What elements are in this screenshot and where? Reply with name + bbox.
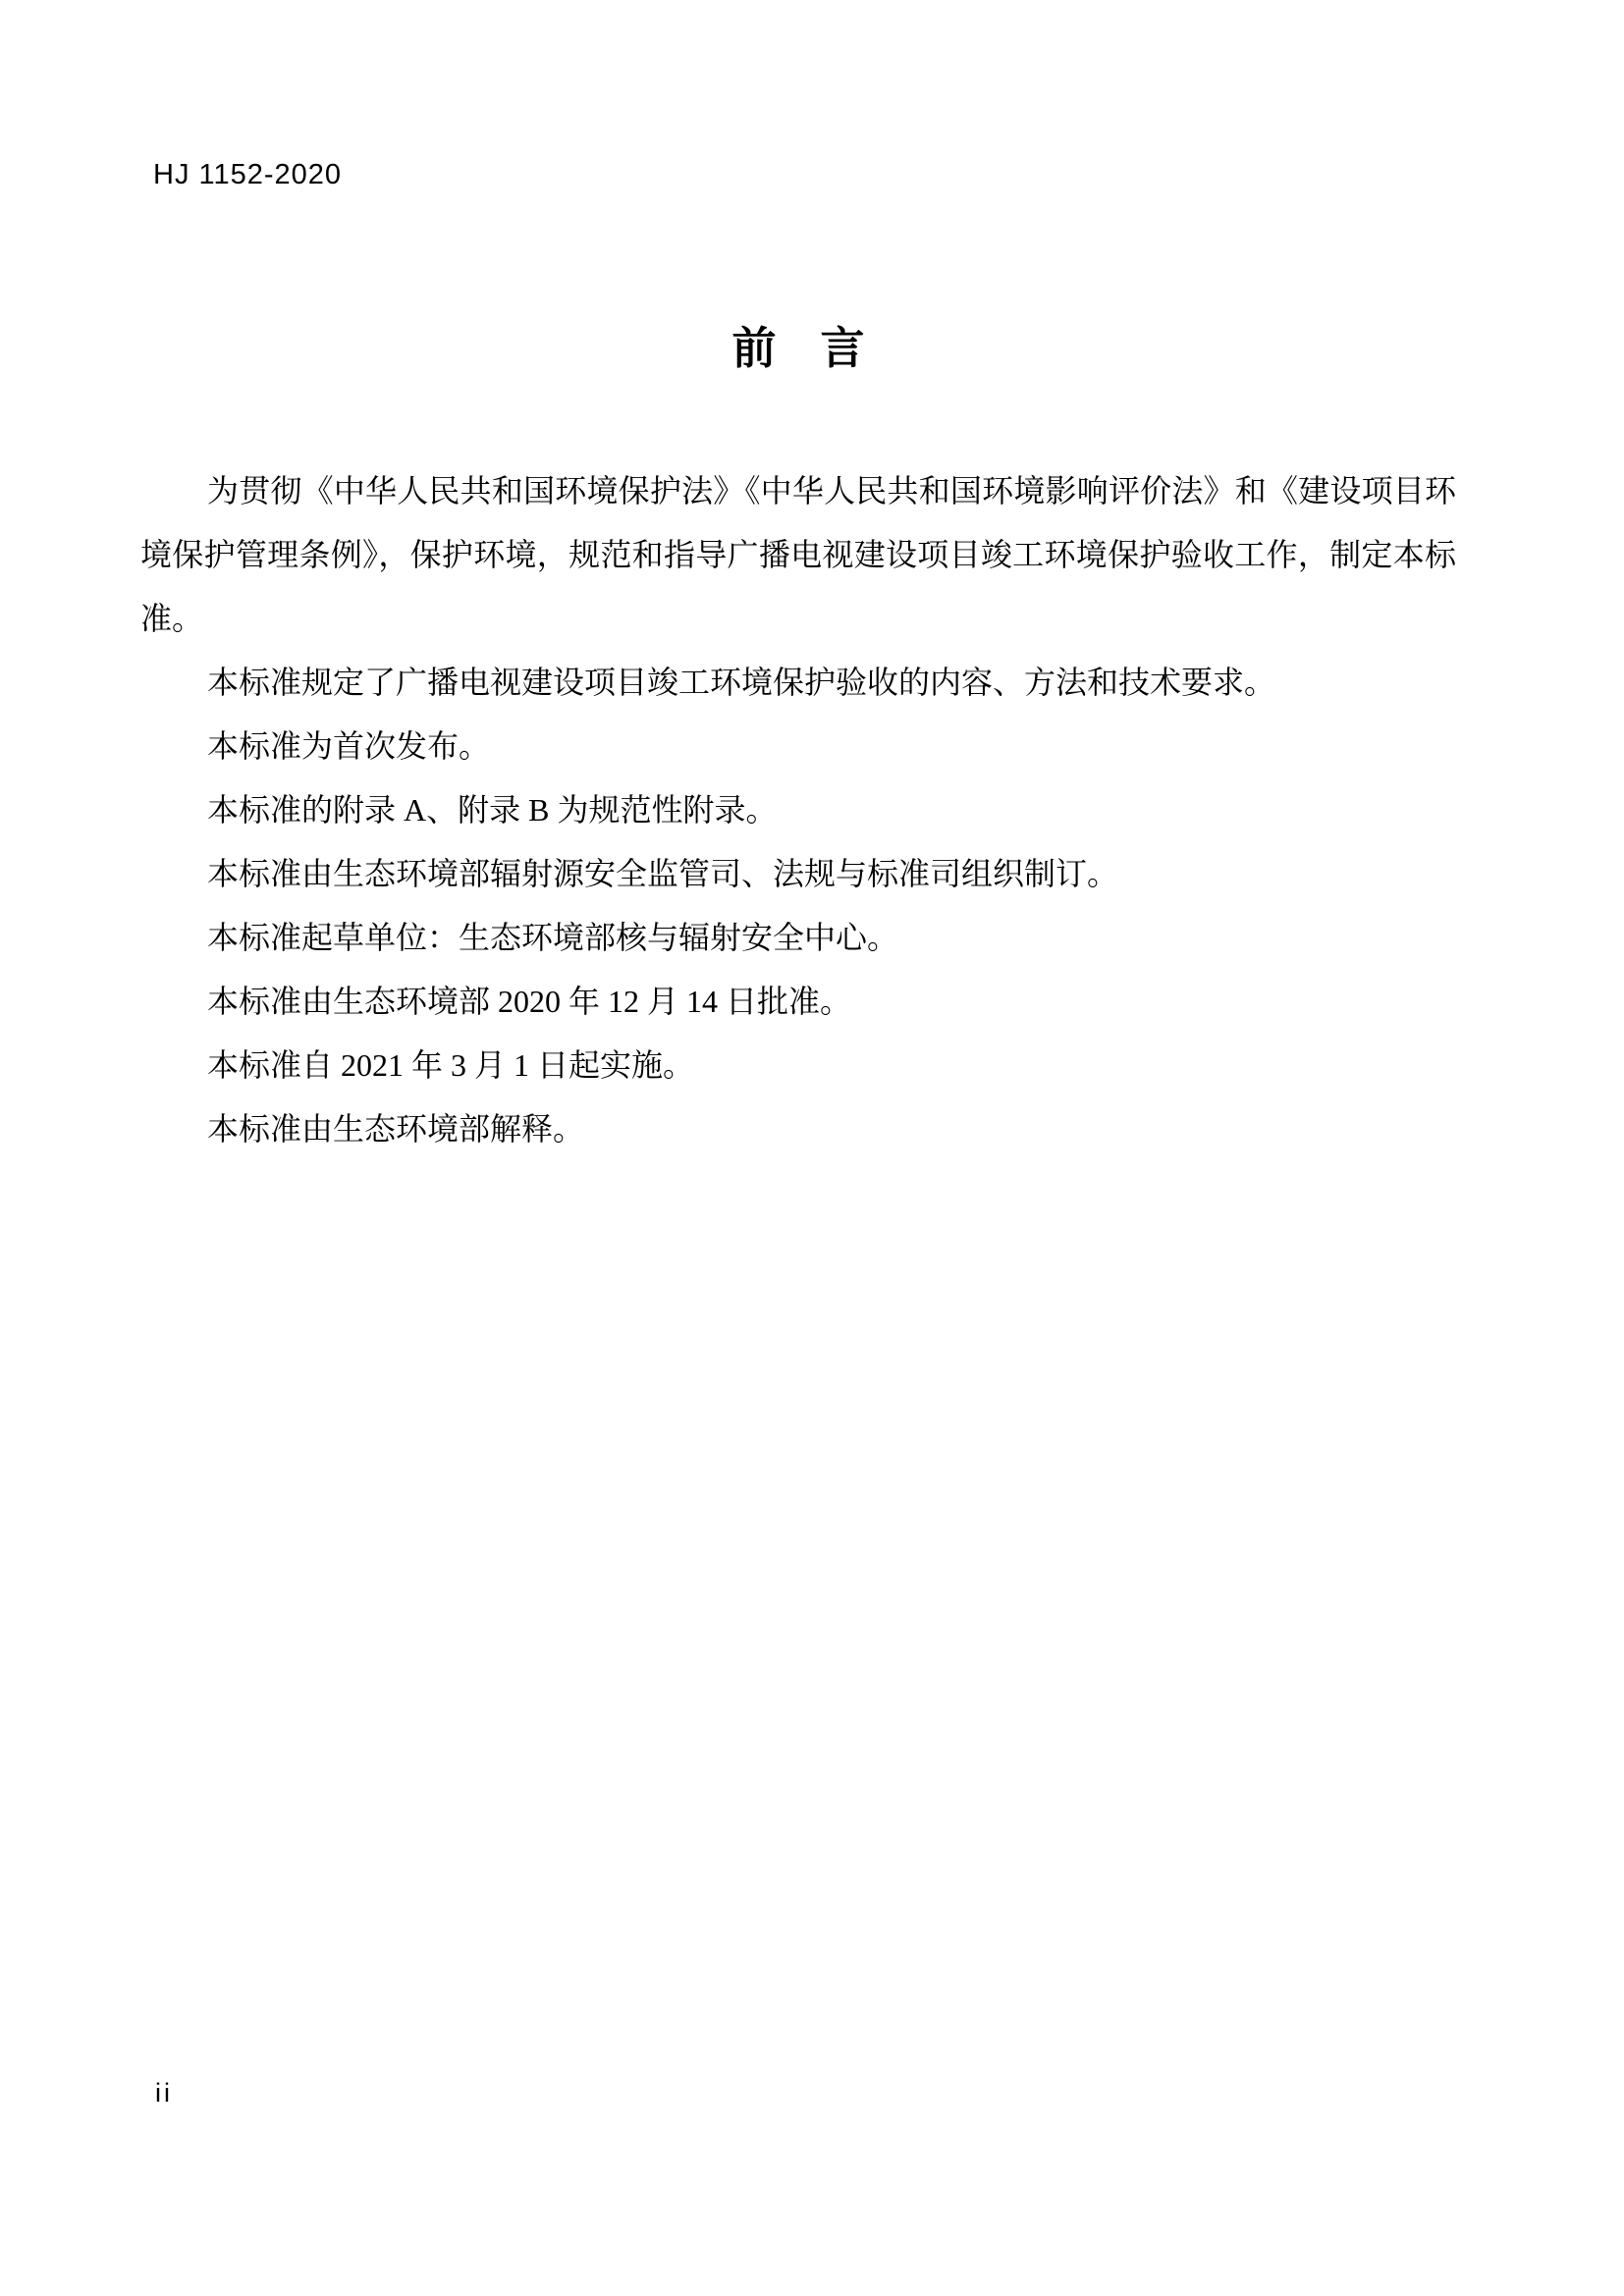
body-paragraph: 为贯彻《中华人民共和国环境保护法》《中华人民共和国环境影响评价法》和《建设项目环境保护管理条例》，保护环境，规范和指导广播电视建设项目竣工环境保护验收工作，制定本标准。 — [140, 473, 1456, 636]
page-number: ii — [155, 2078, 173, 2108]
body-paragraph: 本标准起草单位：生态环境部核与辐射安全中心。 — [207, 920, 899, 955]
body-paragraph: 本标准由生态环境部解释。 — [207, 1111, 585, 1147]
body-paragraph: 本标准由生态环境部辐射源安全监管司、法规与标准司组织制订。 — [207, 856, 1119, 891]
foreword-body — [140, 459, 1456, 1161]
body-paragraph: 本标准规定了广播电视建设项目竣工环境保护验收的内容、方法和技术要求。 — [207, 665, 1276, 700]
body-paragraph: 本标准的附录 A、附录 B 为规范性附录。 — [207, 792, 778, 828]
body-paragraph: 本标准由生态环境部 2020 年 12 月 14 日批准。 — [207, 984, 852, 1019]
standard-code-header: HJ 1152-2020 — [153, 159, 343, 190]
body-paragraph: 本标准自 2021 年 3 月 1 日起实施。 — [207, 1047, 695, 1083]
body-paragraph: 本标准为首次发布。 — [207, 728, 491, 764]
page-title: 前 言 — [731, 323, 865, 373]
